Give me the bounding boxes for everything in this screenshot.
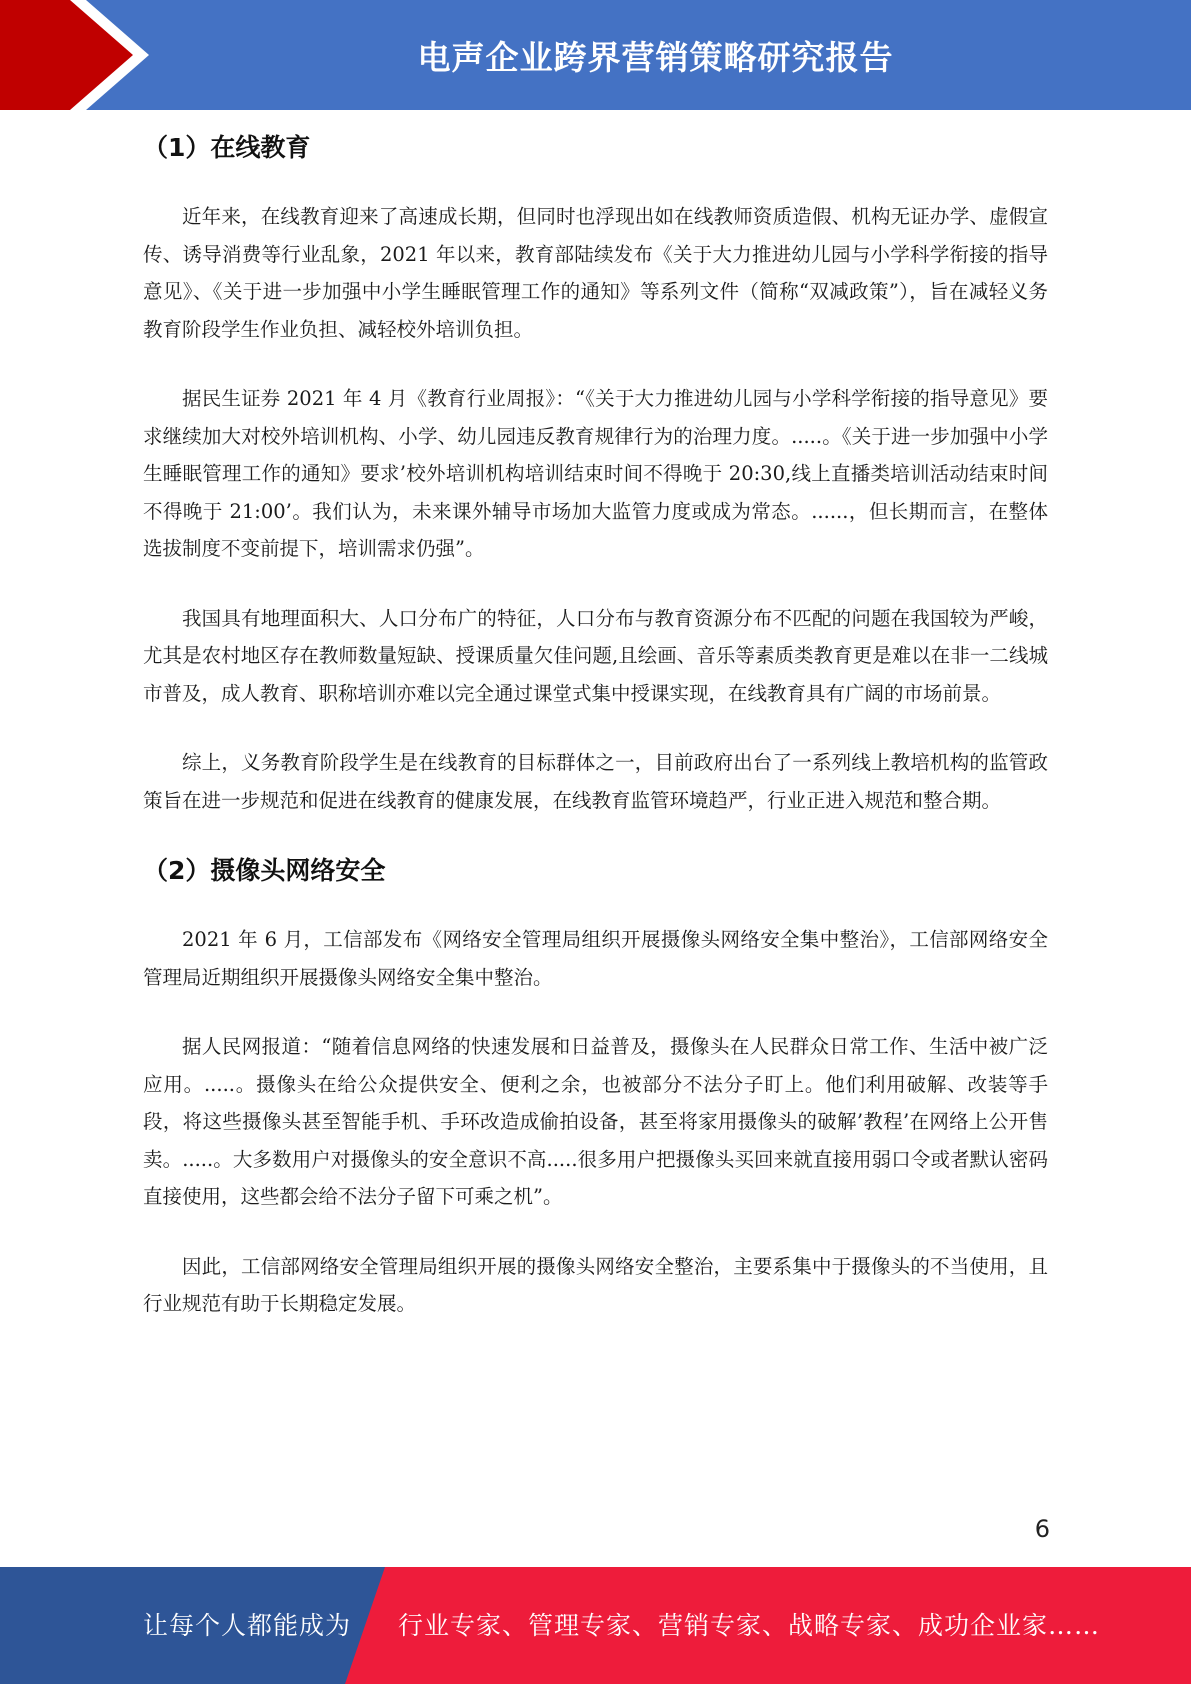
paragraph: 综上，义务教育阶段学生是在线教育的目标群体之一，目前政府出台了一系列线上教培机构的监管政策旨在进一步规范和促进在线教育的健康发展，在线教育监管环境趋严，行业正进入规范和整合期。 [143,751,1048,812]
page-header [0,0,1191,110]
paragraph: 近年来，在线教育迎来了高速成长期，但同时也浮现出如在线教师资质造假、机构无证办学、虚假宣传、诱导消费等行业乱象，2021 年以来，教育部陆续发布《关于大力推进幼儿园与小学科学衔接的指导意见》、《关于进一步加强中小学生睡眠管理工作的通知》等系列文件（简称“双减政策”），旨在减轻义务教育阶段学生作业负担、减轻校外培训负担。 [143,205,1048,341]
paragraph: 2021 年 6 月，工信部发布《网络安全管理局组织开展摄像头网络安全集中整治》，工信部网络安全管理局近期组织开展摄像头网络安全集中整治。 [143,928,1048,989]
section-heading-online-education: （1）在线教育 [143,133,311,162]
footer-slogan-right: 行业专家、管理专家、营销专家、战略专家、成功企业家…… [398,1611,1101,1640]
header-chevron-logo [0,0,150,110]
paragraph: 据民生证券 2021 年 4 月《教育行业周报》：“《关于大力推进幼儿园与小学科学衔接的指导意见》要求继续加大对校外培训机构、小学、幼儿园违反教育规律行为的治理力度。.....。《关于进一步加强中小学生睡眠管理工作的通知》要求’校外培训机构培训结束时间不得晚于 20:30,线上直播类培训活动结束时间不得晚于 21:00’。我们认为，未来课外辅导市场加大监管力度或成为常态。......，但长期而言，在整体选拔制度不变前提下，培训需求仍强”。 [143,387,1048,560]
paragraph: 我国具有地理面积大、人口分布广的特征，人口分布与教育资源分布不匹配的问题在我国较为严峻，尤其是农村地区存在教师数量短缺、授课质量欠佳问题,且绘画、音乐等素质类教育更是难以在非一二线城市普及，成人教育、职称培训亦难以完全通过课堂式集中授课实现，在线教育具有广阔的市场前景。 [143,606,1048,705]
footer-slogan-left: 让每个人都能成为 [143,1611,352,1640]
report-title: 电声企业跨界营销策略研究报告 [417,37,894,77]
section-heading-camera-security: （2）摄像头网络安全 [143,856,386,885]
paragraph: 因此，工信部网络安全管理局组织开展的摄像头网络安全整治，主要系集中于摄像头的不当使用，且行业规范有助于长期稳定发展。 [143,1254,1048,1315]
page-footer [0,1567,1191,1684]
paragraph: 据人民网报道：“随着信息网络的快速发展和日益普及，摄像头在人民群众日常工作、生活中被广泛应用。.....。摄像头在给公众提供安全、便利之余，也被部分不法分子盯上。他们利用破解、改装等手段，将这些摄像头甚至智能手机、手环改造成偷拍设备，甚至将家用摄像头的破解’教程’在网络上公开售卖。.....。大多数用户对摄像头的安全意识不高.....很多用户把摄像头买回来就直接用弱口令或者默认密码直接使用，这些都会给不法分子留下可乘之机”。 [143,1035,1048,1208]
page-number: 6 [1034,1515,1050,1543]
main-content [143,128,1048,1355]
